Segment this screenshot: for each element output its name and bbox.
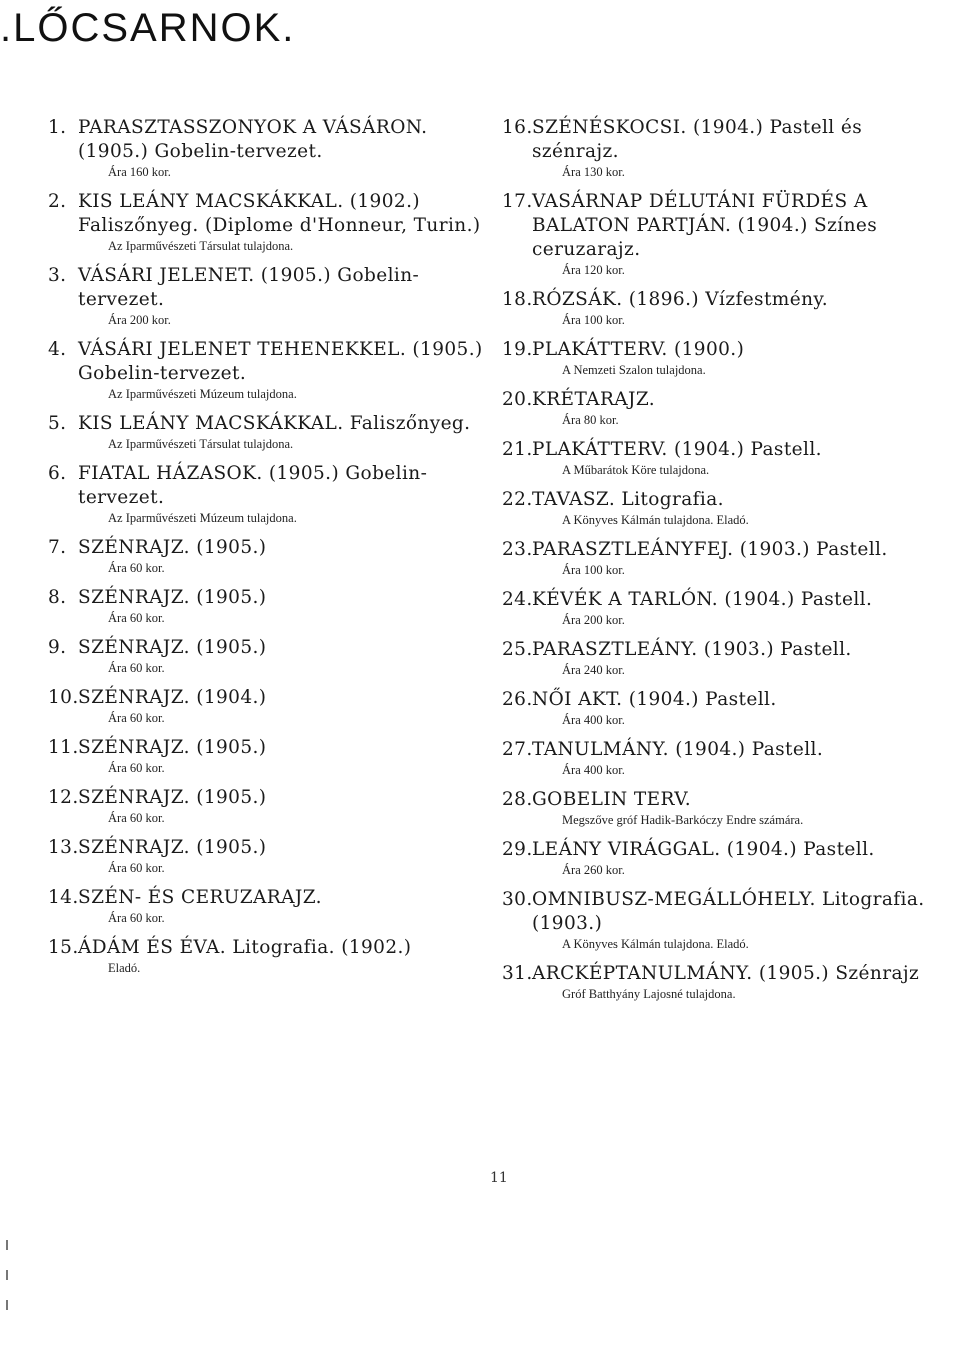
catalog-entry-heading xyxy=(48,786,488,810)
catalog-entry-number: 12. xyxy=(48,787,79,808)
catalog-entry-number: 11. xyxy=(48,737,79,758)
catalog-entry-note: A Könyves Kálmán tulajdona. Eladó. xyxy=(562,937,749,951)
catalog-entry-title: PLAKÁTTERV. (1904.) Pastell. xyxy=(532,439,822,460)
catalog-entry-note: Ára 200 kor. xyxy=(562,613,625,627)
catalog-entry-title: SZÉNRAJZ. (1905.) xyxy=(78,537,267,558)
catalog-entry-note: Ára 60 kor. xyxy=(108,561,165,575)
catalog-entry xyxy=(48,936,488,977)
catalog-entry-title: SZÉNRAJZ. (1905.) xyxy=(78,837,267,858)
catalog-entry xyxy=(502,116,952,181)
catalog-entry-title: PARASZTLEÁNYFEJ. (1903.) Pastell. xyxy=(532,539,888,560)
catalog-entry-note: Ára 100 kor. xyxy=(562,313,625,327)
catalog-entry-number: 14. xyxy=(48,887,79,908)
catalog-entry xyxy=(48,190,488,255)
catalog-entry xyxy=(48,264,488,329)
catalog-entry-note: Ára 60 kor. xyxy=(108,611,165,625)
catalog-entry-number: 5. xyxy=(48,413,67,434)
catalog-entry-note: Ára 400 kor. xyxy=(562,713,625,727)
catalog-entry-note: Az Iparművészeti Társulat tulajdona. xyxy=(108,437,294,451)
catalog-entry xyxy=(502,488,952,529)
catalog-column-left xyxy=(48,116,488,986)
catalog-entry-number: 30. xyxy=(502,889,533,910)
catalog-entry-number: 15. xyxy=(48,937,79,958)
catalog-entry-heading xyxy=(48,264,488,312)
catalog-entry xyxy=(48,686,488,727)
catalog-entry xyxy=(48,636,488,677)
catalog-entry-title: KRÉTARAJZ. xyxy=(532,389,656,410)
catalog-entry-note: Az Iparművészeti Társulat tulajdona. xyxy=(108,239,294,253)
catalog-entry-number: 20. xyxy=(502,389,533,410)
catalog-entry-note: Ára 60 kor. xyxy=(108,661,165,675)
catalog-entry xyxy=(502,588,952,629)
catalog-entry-heading xyxy=(502,538,952,562)
catalog-entry-number: 28. xyxy=(502,789,533,810)
catalog-entry-heading xyxy=(502,288,952,312)
catalog-entry-heading xyxy=(48,636,488,660)
catalog-entry-title: SZÉNRAJZ. (1904.) xyxy=(78,687,267,708)
catalog-entry-title: TANULMÁNY. (1904.) Pastell. xyxy=(532,739,824,760)
catalog-entry xyxy=(502,538,952,579)
catalog-entry-heading xyxy=(48,338,488,386)
catalog-entry xyxy=(502,388,952,429)
catalog-entry-number: 2. xyxy=(48,191,67,212)
catalog-entry-title: VÁSÁRI JELENET TEHENEKKEL. (1905.) Gobelin-tervezet. xyxy=(78,339,483,384)
catalog-entry-note: Ára 400 kor. xyxy=(562,763,625,777)
catalog-entry-number: 6. xyxy=(48,463,67,484)
catalog-entry-heading xyxy=(48,462,488,510)
catalog-entry xyxy=(502,190,952,279)
catalog-entry-title: VÁSÁRI JELENET. (1905.) Gobelin-tervezet. xyxy=(78,265,420,310)
catalog-entry-number: 19. xyxy=(502,339,533,360)
catalog-entry-title: KIS LEÁNY MACSKÁKKAL. (1902.) Faliszőnyeg. (Diplome d'Honneur, Turin.) xyxy=(78,191,481,236)
catalog-entry xyxy=(502,638,952,679)
catalog-entry xyxy=(48,338,488,403)
catalog-entry-heading xyxy=(48,736,488,760)
catalog-entry-heading xyxy=(502,190,952,262)
catalog-entry-note: Az Iparművészeti Múzeum tulajdona. xyxy=(108,387,297,401)
catalog-entry-note: Ára 240 kor. xyxy=(562,663,625,677)
catalog-entry-note: Ára 120 kor. xyxy=(562,263,625,277)
catalog-entry-title: SZÉNRAJZ. (1905.) xyxy=(78,737,267,758)
catalog-entry-number: 1. xyxy=(48,117,67,138)
catalog-entry-note: Ára 60 kor. xyxy=(108,911,165,925)
catalog-entry-title: PLAKÁTTERV. (1900.) xyxy=(532,339,745,360)
catalog-entry-note: A Műbarátok Köre tulajdona. xyxy=(562,463,710,477)
catalog-entry-note: Ára 100 kor. xyxy=(562,563,625,577)
catalog-entry xyxy=(48,836,488,877)
catalog-entry-note: Megszőve gróf Hadik-Barkóczy Endre számára. xyxy=(562,813,804,827)
catalog-entry-heading xyxy=(48,536,488,560)
catalog-entry-title: SZÉNRAJZ. (1905.) xyxy=(78,787,267,808)
catalog-entry xyxy=(502,738,952,779)
catalog-entry-title: KÉVÉK A TARLÓN. (1904.) Pastell. xyxy=(532,589,873,610)
catalog-entry-title: ÁDÁM ÉS ÉVA. Litografia. (1902.) xyxy=(78,937,412,958)
catalog-entry-title: NŐI AKT. (1904.) Pastell. xyxy=(532,689,777,710)
catalog-entry xyxy=(48,736,488,777)
catalog-entry-heading xyxy=(502,338,952,362)
catalog-entry-heading xyxy=(502,488,952,512)
catalog-entry xyxy=(48,536,488,577)
catalog-entry-title: SZÉN- ÉS CERUZARAJZ. xyxy=(78,887,322,908)
catalog-entry-note: Az Iparművészeti Múzeum tulajdona. xyxy=(108,511,297,525)
catalog-entry-title: OMNIBUSZ-MEGÁLLÓHELY. Litografia. (1903.) xyxy=(532,889,925,934)
catalog-entry-heading xyxy=(48,586,488,610)
catalog-entry-number: 25. xyxy=(502,639,533,660)
catalog-entry-number: 31. xyxy=(502,963,533,984)
catalog-entry-note: Ára 60 kor. xyxy=(108,711,165,725)
catalog-entry-number: 27. xyxy=(502,739,533,760)
catalog-entry-note: Gróf Batthyány Lajosné tulajdona. xyxy=(562,987,736,1001)
catalog-entry xyxy=(502,838,952,879)
catalog-entry-heading xyxy=(502,116,952,164)
catalog-entry-heading xyxy=(48,936,488,960)
catalog-entry-heading xyxy=(502,438,952,462)
catalog-entry xyxy=(502,688,952,729)
catalog-entry-note: Ára 60 kor. xyxy=(108,811,165,825)
catalog-entry-note: Ára 130 kor. xyxy=(562,165,625,179)
catalog-entry-number: 3. xyxy=(48,265,67,286)
catalog-entry-number: 21. xyxy=(502,439,533,460)
catalog-entry-note: Ára 60 kor. xyxy=(108,861,165,875)
catalog-entry xyxy=(502,888,952,953)
catalog-entry xyxy=(48,116,488,181)
catalog-entry-number: 8. xyxy=(48,587,67,608)
catalog-entry-title: SZÉNRAJZ. (1905.) xyxy=(78,587,267,608)
catalog-entry-note: Ára 60 kor. xyxy=(108,761,165,775)
catalog-entry-title: PARASZTASSZONYOK A VÁSÁRON. (1905.) Gobelin-tervezet. xyxy=(78,117,428,162)
catalog-entry xyxy=(48,412,488,453)
catalog-entry xyxy=(502,338,952,379)
catalog-entry-number: 10. xyxy=(48,687,79,708)
catalog-entry-title: SZÉNÉSKOCSI. (1904.) Pastell és szénrajz. xyxy=(532,117,863,162)
catalog-entry-heading xyxy=(48,686,488,710)
catalog-entry-note: Eladó. xyxy=(108,961,141,975)
catalog-entry-note: Ára 200 kor. xyxy=(108,313,171,327)
catalog-entry-title: SZÉNRAJZ. (1905.) xyxy=(78,637,267,658)
catalog-entry-title: GOBELIN TERV. xyxy=(532,789,692,810)
catalog-entry xyxy=(48,786,488,827)
catalog-entry-number: 4. xyxy=(48,339,67,360)
catalog-entry-heading xyxy=(48,886,488,910)
catalog-entry-number: 22. xyxy=(502,489,533,510)
catalog-entry-heading xyxy=(502,638,952,662)
catalog-entry-heading xyxy=(502,962,952,986)
catalog-entry-note: Ára 260 kor. xyxy=(562,863,625,877)
catalog-entry-note: Ára 160 kor. xyxy=(108,165,171,179)
catalog-entry-number: 29. xyxy=(502,839,533,860)
catalog-entry-number: 24. xyxy=(502,589,533,610)
catalog-entry-title: VASÁRNAP DÉLUTÁNI FÜRDÉS A BALATON PARTJÁN. (1904.) Színes ceruzarajz. xyxy=(532,191,878,260)
catalog-entry-number: 17. xyxy=(502,191,533,212)
catalog-entry xyxy=(502,962,952,1003)
catalog-entry-number: 23. xyxy=(502,539,533,560)
catalog-entry-heading xyxy=(48,412,488,436)
catalog-entry xyxy=(48,462,488,527)
catalog-entry xyxy=(48,586,488,627)
catalog-entry-title: PARASZTLEÁNY. (1903.) Pastell. xyxy=(532,639,852,660)
catalog-entry-title: LEÁNY VIRÁGGAL. (1904.) Pastell. xyxy=(532,839,875,860)
catalog-column-right xyxy=(502,116,952,1012)
catalog-entry-heading xyxy=(502,688,952,712)
catalog-entry-heading xyxy=(502,738,952,762)
catalog-entry-heading xyxy=(502,838,952,862)
catalog-entry-note: A Nemzeti Szalon tulajdona. xyxy=(562,363,706,377)
margin-mark xyxy=(6,1240,8,1250)
catalog-entry-heading xyxy=(48,190,488,238)
catalog-entry-heading xyxy=(502,588,952,612)
catalog-entry-title: KIS LEÁNY MACSKÁKKAL. Faliszőnyeg. xyxy=(78,413,471,434)
catalog-entry xyxy=(502,788,952,829)
catalog-entry-title: RÓZSÁK. (1896.) Vízfestmény. xyxy=(532,289,829,310)
catalog-entry xyxy=(48,886,488,927)
catalog-entry-title: FIATAL HÁZASOK. (1905.) Gobelin-tervezet. xyxy=(78,463,428,508)
catalog-entry-number: 7. xyxy=(48,537,67,558)
catalog-entry-heading xyxy=(502,888,952,936)
margin-mark xyxy=(6,1270,8,1280)
catalog-entry-number: 13. xyxy=(48,837,79,858)
catalog-entry-heading xyxy=(502,388,952,412)
catalog-entry-number: 18. xyxy=(502,289,533,310)
margin-mark xyxy=(6,1300,8,1310)
page-number: 11 xyxy=(490,1170,508,1186)
catalog-entry-title: ARCKÉPTANULMÁNY. (1905.) Szénrajz xyxy=(532,963,920,984)
catalog-entry xyxy=(502,288,952,329)
catalog-entry-number: 26. xyxy=(502,689,533,710)
catalog-entry-heading xyxy=(48,116,488,164)
page-title: .LŐCSARNOK. xyxy=(0,6,296,50)
catalog-entry-number: 9. xyxy=(48,637,67,658)
catalog-entry-note: A Könyves Kálmán tulajdona. Eladó. xyxy=(562,513,749,527)
catalog-entry xyxy=(502,438,952,479)
catalog-entry-title: TAVASZ. Litografia. xyxy=(532,489,724,510)
catalog-entry-heading xyxy=(48,836,488,860)
catalog-entry-number: 16. xyxy=(502,117,533,138)
catalog-entry-heading xyxy=(502,788,952,812)
catalog-entry-note: Ára 80 kor. xyxy=(562,413,619,427)
